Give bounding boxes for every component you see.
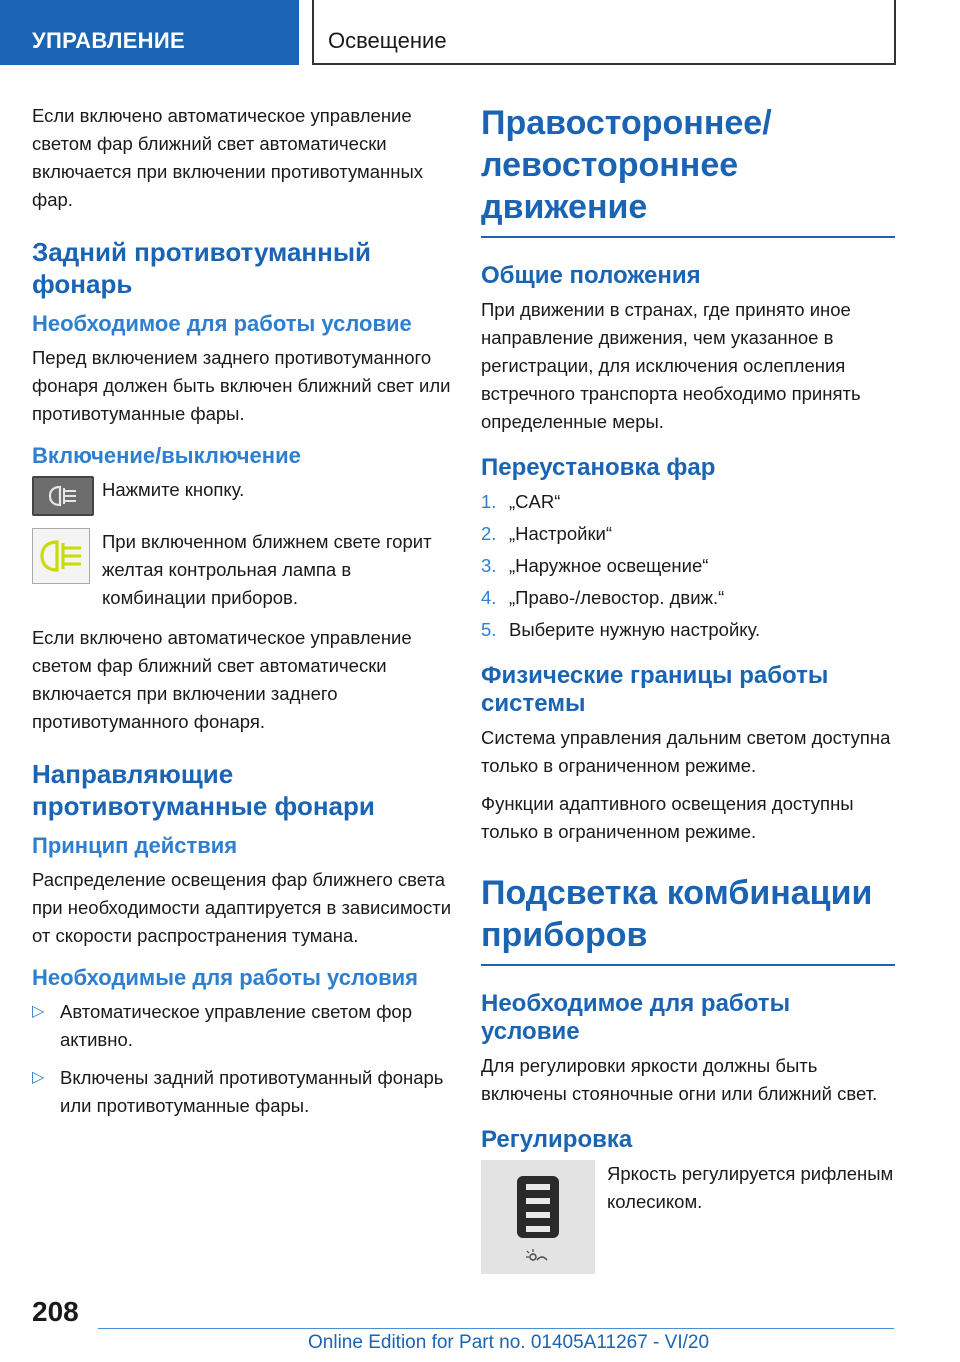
list-item: 5. Выберите нужную настройку. [481, 619, 761, 640]
rear-fog-requirement-text: Перед включением заднего противотуманного фонаря должен быть включен ближний свет или противотуманные фары. [32, 347, 451, 424]
list-item: 4. „Право-/левостор. движ.“ [481, 587, 725, 608]
traffic-side-heading: Правостороннее/ левостороннее движение [481, 102, 895, 238]
thumbwheel-icon [517, 1176, 559, 1238]
instrument-brightness-icon [525, 1248, 549, 1266]
dimmer-wheel-image [481, 1160, 595, 1274]
onoff-heading: Включение/выключение [32, 443, 301, 468]
indicator-lamp-text: При включенном ближнем свете горит желтая контрольная лампа в комбинации приборов. [102, 531, 432, 608]
left-column [32, 102, 452, 1130]
list-item: ▷ Включены задний противотуманный фонарь или противотуманные фары. [32, 1064, 452, 1120]
lamp-row [32, 528, 452, 612]
list-item: 3. „Наружное освещение“ [481, 555, 709, 576]
press-button-text: Нажмите кнопку. [102, 479, 245, 500]
instrument-requirement-heading: Необходимое для работы условие [481, 990, 791, 1045]
dimmer-row [481, 1160, 895, 1274]
list-item: 2. „Настройки“ [481, 523, 613, 544]
regulation-heading: Регулировка [481, 1126, 633, 1153]
cornering-heading: Направляющие противотуманные фонари [32, 759, 375, 821]
footer-edition: Online Edition for Part no. 01405A11267 - VI/20 [308, 1332, 710, 1353]
limits-heading: Физические границы работы системы [481, 662, 829, 717]
footer-divider [98, 1328, 894, 1329]
adjust-heading: Переустановка фар [481, 454, 716, 481]
cornering-requirements-heading: Необходимые для работы условия [32, 965, 418, 990]
right-column [481, 102, 895, 1274]
general-heading: Общие положения [481, 262, 701, 289]
instrument-requirement-text: Для регулировки яркости должны быть включены стояночные огни или ближний свет. [481, 1055, 878, 1104]
limits-text-2: Функции адаптивного освещения доступны только в ограниченном режиме. [481, 793, 854, 842]
limits-text-1: Система управления дальним светом доступна только в ограниченном режиме. [481, 727, 891, 776]
header-chapter-title: Освещение [312, 0, 896, 65]
rear-fog-indicator-icon [32, 528, 90, 584]
rear-fog-heading: Задний противотуманный фонарь [32, 237, 372, 299]
triangle-right-icon: ▷ [32, 1003, 45, 1020]
principle-text: Распределение освещения фар ближнего света при необходимости адаптируется в зависимости от скорости распространения тумана. [32, 869, 452, 946]
list-item: ▷ Автоматическое управление светом фор активно. [32, 998, 452, 1054]
button-row [32, 476, 452, 516]
rear-fog-auto-text: Если включено автоматическое управление светом фар ближний свет автоматически включается при включении заднего противотуманного фонаря. [32, 627, 412, 732]
rear-fog-requirement-heading: Необходимое для работы условие [32, 311, 412, 336]
instrument-lighting-heading: Подсветка комбинации приборов [481, 872, 895, 966]
list-item: 1. „CAR“ [481, 491, 561, 512]
general-text: При движении в странах, где принято иное направление движения, чем указанное в регистрации, для исключения ослепления встречного транспорта необходимо принять определенные меры. [481, 299, 861, 432]
header-section-tab: УПРАВЛЕНИЕ [0, 0, 299, 65]
steps-list [481, 488, 895, 644]
page-number: 208 [32, 1296, 79, 1327]
principle-heading: Принцип действия [32, 833, 238, 858]
requirements-list [32, 998, 452, 1120]
regulation-text: Яркость регулируется рифленым колесиком. [607, 1163, 894, 1212]
rear-fog-light-icon [32, 476, 94, 516]
intro-paragraph: Если включено автоматическое управление светом фар ближний свет автоматически включается при включении противотуманных фар. [32, 105, 424, 210]
triangle-right-icon: ▷ [32, 1069, 45, 1086]
